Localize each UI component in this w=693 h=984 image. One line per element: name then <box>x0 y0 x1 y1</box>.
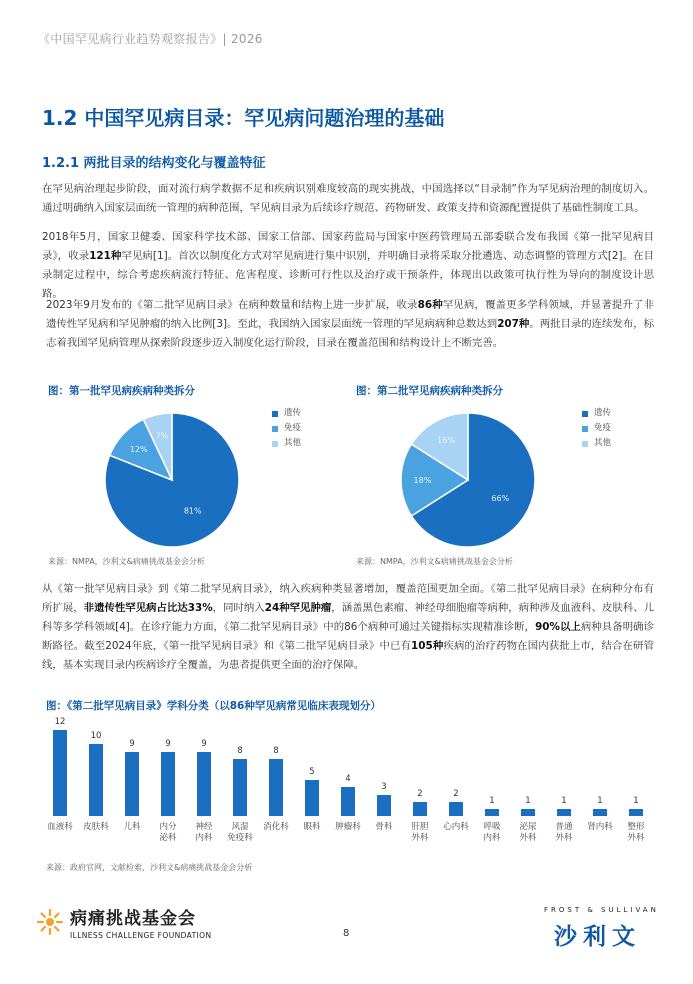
paragraph-3-text-a: 2023年9月发布的《第二批罕见病目录》在病种数量和结构上进一步扩展，收录 <box>46 299 418 311</box>
legend-label: 免疫 <box>594 423 612 433</box>
bar-category-label: 整形 外科 <box>627 822 645 843</box>
bar-category-label: 儿科 <box>123 822 141 832</box>
paragraph-3-text-b: 罕见病，覆盖更多学科领域，并显著提升了非遗传性罕见病和罕见肿瘤的纳入比例[3]。至此，我国纳入国家层面统一管理的罕见病病种总数达到 <box>46 299 654 330</box>
bar-2 <box>125 752 139 817</box>
bar-11 <box>449 802 463 816</box>
bar-value-label: 1 <box>633 795 639 806</box>
paragraph-2-text-a: 2018年5月，国家卫健委、国家科学技术部、国家工信部、国家药监局与国家中医药管理局五部委联合发布我国《第一批罕见病目录》，收录 <box>42 231 654 262</box>
bar-5 <box>233 759 247 816</box>
paragraph-4-text-b: ，同时纳入 <box>212 602 265 614</box>
subsection-title: 1.2.1 两批目录的结构变化与覆盖特征 <box>42 156 266 171</box>
bar-value-label: 3 <box>381 781 387 792</box>
bar-chart-title: 图：《第二批罕见病目录》学科分类（以86种罕见病常见临床表现划分） <box>46 700 381 712</box>
bar-value-label: 9 <box>129 738 135 749</box>
bar-category-label: 普通 外科 <box>555 822 573 843</box>
paragraph-2-highlight: 121种 <box>89 250 122 262</box>
bar-value-label: 9 <box>201 738 207 749</box>
legend-item-other <box>582 436 611 451</box>
bar-category-label: 风湿 免疫科 <box>227 822 253 843</box>
page-number: 8 <box>343 928 350 939</box>
bar-15 <box>593 809 607 816</box>
legend-label: 其他 <box>594 438 612 448</box>
bar-category-label: 消化科 <box>263 822 289 832</box>
bar-10 <box>413 802 427 816</box>
pie-chart-2 <box>350 380 654 570</box>
bar-value-label: 8 <box>273 745 279 756</box>
bar-6 <box>269 759 283 816</box>
paragraph-4-text-d: 病种具备明确诊断路径。截至2024年底，《第一批罕见病目录》和《第二批罕见病目录》中已有 <box>42 621 654 652</box>
paragraph-4-text-e: 疾病的治疗药物在国内获批上市，结合在研管线，基本实现目录内疾病诊疗全覆盖，为患者提供更全面的治疗保障。 <box>42 640 654 671</box>
paragraph-4-highlight-b: 24种罕见肿瘤 <box>264 602 332 614</box>
bar-value-label: 1 <box>525 795 531 806</box>
pie-data-label-1: 18% <box>413 476 432 485</box>
bar-category-label: 肾内科 <box>587 822 613 832</box>
bar-category-label: 心内科 <box>443 822 469 832</box>
paragraph-4-highlight-d: 105种 <box>411 640 444 652</box>
legend-item-genetic <box>272 406 301 421</box>
bar-value-label: 5 <box>309 767 315 778</box>
paragraph-4-highlight-c: 90%以上 <box>535 621 581 633</box>
legend-swatch <box>272 426 278 432</box>
paragraph-4-text-c: ，涵盖黑色素瘤、神经母细胞瘤等病种，病种涉及血液科、皮肤科、儿科等多学科领域[4]。在诊疗能力方面，《第二批罕见病目录》中的86个病种可通过关键指标实现精准诊断， <box>42 602 655 633</box>
bar-category-label: 肝胆 外科 <box>411 822 429 843</box>
pie-chart-2-title: 图：第二批罕见病疾病种类拆分 <box>356 385 503 397</box>
bar-category-label: 皮肤科 <box>83 822 109 832</box>
legend-item-other <box>272 436 301 451</box>
bar-chart <box>42 716 654 856</box>
bar-value-label: 8 <box>237 745 243 756</box>
paragraph-4-text-a: 从《第一批罕见病目录》到《第二批罕见病目录》，纳入疾病种类显著增加，覆盖范围更加全面。《第二批罕见病目录》在病种分布有所扩展， <box>42 583 654 614</box>
bar-value-label: 10 <box>90 731 102 742</box>
bar-7 <box>305 780 319 816</box>
bar-category-label: 内分 泌科 <box>159 822 177 843</box>
pie-data-label-2: 7% <box>155 431 169 441</box>
paragraph-3-text-c: 。两批目录的连续发布，标志着我国罕见病管理从探索阶段逐步迈入制度化运行阶段，目录在覆盖范围和结构设计上不断完善。 <box>46 318 655 349</box>
bar-value-label: 4 <box>345 774 351 785</box>
foundation-name-en: ILLNESS CHALLENGE FOUNDATION <box>70 931 212 940</box>
foundation-name-cn: 病痛挑战基金会 <box>70 909 196 929</box>
legend-swatch <box>272 441 278 447</box>
foundation-logo <box>36 904 212 940</box>
bar-12 <box>485 809 499 816</box>
bar-9 <box>377 795 391 817</box>
pie-data-label-0: 81% <box>183 506 202 516</box>
paragraph-1: 在罕见病治理起步阶段，面对流行病学数据不足和疾病识别难度较高的现实挑战，中国选择以“目录制”作为罕见病治理的制度切入。通过明确纳入国家层面统一管理的病种范围，罕见病目录为后续诊疗规范、药物研发、政策支持和资源配置提供了基础性制度工具。 <box>42 183 654 214</box>
bar-category-label: 呼吸 内科 <box>483 822 501 843</box>
bar-value-label: 12 <box>54 717 66 727</box>
legend-item-immune <box>582 421 611 436</box>
legend-swatch <box>272 411 278 417</box>
section-title: 1.2 中国罕见病目录：罕见病问题治理的基础 <box>42 106 445 130</box>
paragraph-3-highlight-b: 207种 <box>497 318 530 330</box>
pie-chart-1-legend <box>272 406 301 451</box>
legend-item-genetic <box>582 406 611 421</box>
pie-data-label-2: 16% <box>437 436 455 446</box>
bar-category-label: 泌尿 外科 <box>519 822 537 843</box>
legend-label: 遗传 <box>284 408 302 418</box>
pie-data-label-0: 66% <box>491 493 510 503</box>
bar-value-label: 2 <box>417 788 423 799</box>
paragraph-3-highlight-a: 86种 <box>417 299 443 311</box>
bar-4 <box>197 752 211 817</box>
legend-swatch <box>582 426 588 432</box>
bar-category-label: 眼科 <box>303 822 321 832</box>
pie-chart-2-legend <box>582 406 611 451</box>
bar-category-label: 血液科 <box>47 822 73 832</box>
bar-category-label: 肿瘤科 <box>335 822 361 832</box>
pie-chart-1-source: 来源：NMPA，沙利文&病痛挑战基金会分析 <box>48 557 205 566</box>
bar-16 <box>629 809 643 816</box>
bar-category-label: 骨科 <box>375 822 393 832</box>
legend-swatch <box>582 441 588 447</box>
pie-chart-1-title: 图：第一批罕见病疾病种类拆分 <box>48 385 195 397</box>
bar-1 <box>89 744 103 816</box>
legend-label: 其他 <box>284 438 302 448</box>
paragraph-4 <box>42 580 654 675</box>
bar-value-label: 1 <box>489 795 495 806</box>
paragraph-2-text-b: 罕见病[1]。首次以制度化方式对罕见病进行集中识别，并明确目录将采取分批遴选、动态调整的管理方式[2]。在目录制定过程中，综合考虑疾病流行特征、危害程度、诊断可行性以及治疗或干预条件，体现出以政策可执行性为导向的制度设计思路。 <box>42 250 654 300</box>
bar-value-label: 9 <box>165 738 171 749</box>
legend-label: 免疫 <box>284 423 302 433</box>
bar-category-label: 神经 内科 <box>195 822 213 843</box>
pie-chart-1 <box>42 380 340 570</box>
bar-value-label: 2 <box>453 788 459 799</box>
paragraph-2 <box>42 228 654 304</box>
bar-value-label: 1 <box>561 795 567 806</box>
pie-chart-2-source: 来源：NMPA，沙利文&病痛挑战基金会分析 <box>356 557 513 566</box>
bar-0 <box>53 730 67 816</box>
legend-item-immune <box>272 421 301 436</box>
bar-8 <box>341 787 355 816</box>
legend-swatch <box>582 411 588 417</box>
bar-14 <box>557 809 571 816</box>
sun-logo-icon <box>36 908 64 936</box>
report-header: 《中国罕见病行业趋势观察报告》| 2026 <box>38 32 263 46</box>
pie-data-label-1: 12% <box>129 444 148 454</box>
partner-logo-main: 沙利文 <box>554 924 641 950</box>
bar-13 <box>521 809 535 816</box>
bar-value-label: 1 <box>597 795 603 806</box>
bar-3 <box>161 752 175 817</box>
bar-chart-source: 来源：政府官网，文献检索，沙利文&病痛挑战基金会分析 <box>46 863 253 872</box>
legend-label: 遗传 <box>594 408 612 418</box>
partner-logo-top: FROST & SULLIVAN <box>544 906 659 914</box>
paragraph-4-highlight-a: 非遗传性罕见病占比达33% <box>83 602 213 614</box>
paragraph-3 <box>46 296 654 353</box>
